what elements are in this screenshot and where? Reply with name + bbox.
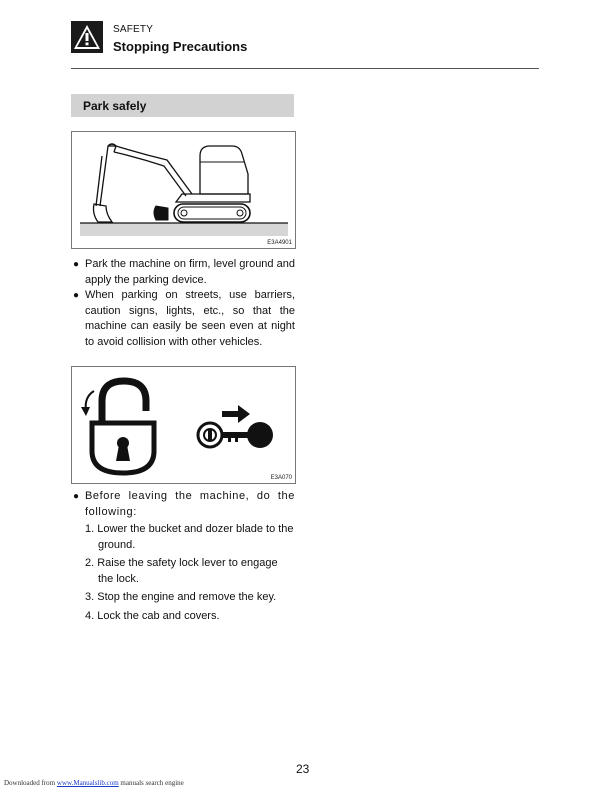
bullet-icon: ●: [73, 491, 80, 502]
parking-guidelines-list: [73, 257, 295, 350]
header-divider: [71, 68, 539, 69]
figure-code: E3A4901: [267, 240, 292, 246]
figure-excavator: [71, 131, 296, 249]
page-number: 23: [296, 762, 310, 776]
manualslib-link[interactable]: www.Manualslib.com: [56, 779, 119, 787]
step-item: 3. Stop the engine and remove the key.: [85, 591, 277, 603]
list-item: ● Before leaving the machine, do the following: 1. Lower the bucket and dozer blade to the ground. 2. Raise the safety lock lever to engage the lock. 3. Stop the engine and remove the key. 4. Lock the cab and covers.: [73, 489, 295, 624]
bullet-icon: ●: [73, 290, 80, 301]
lock-key-illustration: [72, 367, 295, 483]
step-item: 4. Lock the cab and covers.: [85, 609, 220, 622]
excavator-illustration: [72, 132, 295, 248]
list-item: ● Park the machine on firm, level ground and apply the parking device.: [73, 258, 295, 286]
bullet-icon: ●: [73, 259, 80, 270]
step-item: 1. Lower the bucket and dozer blade to the ground.: [85, 523, 294, 551]
leaving-machine-list: [73, 489, 295, 627]
section-heading-bar: [71, 94, 294, 117]
header-section-label: SAFETY: [113, 24, 154, 35]
warning-triangle-icon: [71, 21, 103, 53]
section-title: Park safely: [83, 99, 147, 113]
download-footer: Downloaded from www.Manualslib.com manuals search engine: [4, 779, 184, 787]
figure-code: E3A070: [270, 475, 292, 481]
figure-lock-and-key: [71, 366, 296, 484]
steps-list: [85, 522, 295, 624]
page-title: Stopping Precautions: [113, 39, 248, 54]
list-item: ● When parking on streets, use barriers, caution signs, lights, etc., so that the machine can easily be seen even at night to avoid collision with other vehicles.: [73, 289, 295, 348]
step-item: 2. Raise the safety lock lever to engage the lock.: [85, 557, 278, 585]
